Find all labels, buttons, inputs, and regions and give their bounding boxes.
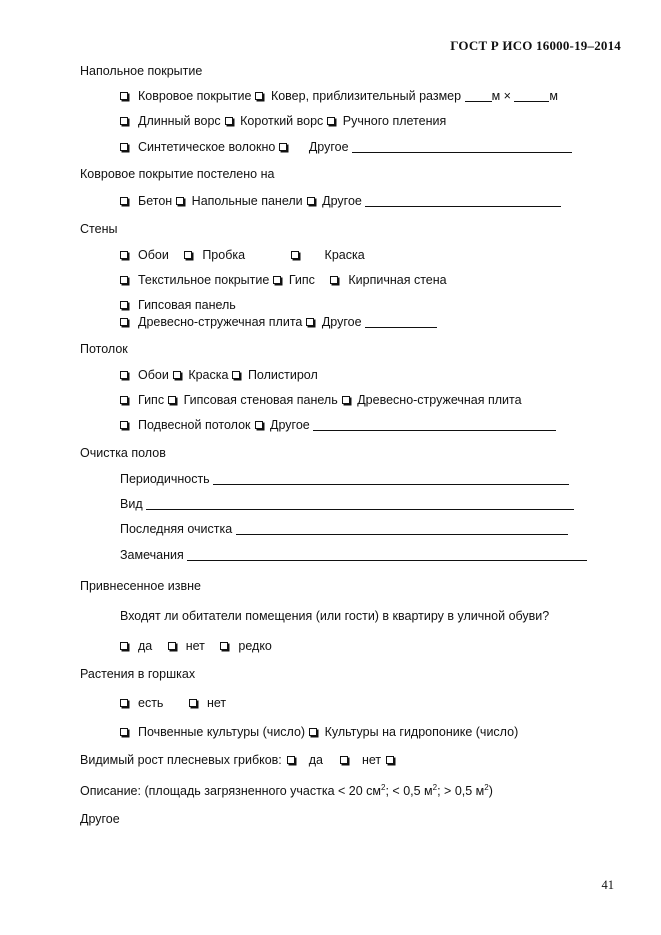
label-ceiling-wallpaper: Обои (138, 368, 169, 382)
section-walls-title: Стены (80, 222, 118, 236)
floor-row-3 (120, 140, 572, 154)
checkbox-ceiling-gypsum[interactable] (120, 396, 128, 404)
section-other-title: Другое (80, 812, 120, 826)
label-plants-yes: есть (138, 696, 164, 710)
label-plants-no: нет (206, 696, 227, 710)
plants-row-1 (120, 696, 226, 710)
checkbox-floor-panels[interactable] (176, 197, 184, 205)
label-last-cleaning: Последняя очистка (120, 522, 233, 536)
description-sup-3: 2 (484, 783, 489, 792)
document-header: ГОСТ Р ИСО 16000-19–2014 (450, 38, 621, 53)
walls-row-1 (120, 248, 365, 262)
checkbox-gypsum-wall-panel[interactable] (168, 396, 176, 404)
checkbox-gypsum-panel[interactable] (120, 301, 128, 309)
label-mold-yes: да (308, 753, 323, 767)
checkbox-soil[interactable] (120, 728, 128, 736)
label-textile: Текстильное покрытие (138, 273, 270, 287)
section-plants-title: Растения в горшках (80, 667, 196, 681)
checkbox-long-pile[interactable] (120, 117, 128, 125)
checkbox-short-pile[interactable] (225, 117, 233, 125)
label-concrete: Бетон (138, 194, 173, 208)
checkbox-polystyrene[interactable] (232, 371, 240, 379)
label-cleaning-type: Вид (120, 497, 143, 511)
label-ceiling-gypsum: Гипс (138, 393, 165, 407)
label-synthetic: Синтетическое волокно (138, 140, 276, 154)
checkbox-walls-other[interactable] (306, 318, 314, 326)
section-floor-title: Напольное покрытие (80, 64, 203, 78)
floor-other-field[interactable] (352, 141, 572, 153)
label-ceiling-other: Другое (270, 418, 310, 432)
label-long-pile: Длинный ворс (138, 114, 221, 128)
checkbox-outside-rarely[interactable] (220, 642, 228, 650)
page-number: 41 (601, 878, 614, 892)
checkbox-plants-yes[interactable] (120, 699, 128, 707)
label-walls-other: Другое (321, 315, 362, 329)
checkbox-ceiling-paint[interactable] (173, 371, 181, 379)
checkbox-suspended[interactable] (120, 421, 128, 429)
ceiling-row-1 (120, 368, 318, 382)
checkbox-mold-no-pre[interactable] (340, 756, 348, 764)
notes-field[interactable] (187, 549, 587, 561)
label-hydro: Культуры на гидропонике (число) (324, 725, 519, 739)
label-soil: Почвенные культуры (число) (138, 725, 306, 739)
floor-row-1 (120, 89, 558, 103)
label-walls-wallpaper: Обои (138, 248, 169, 262)
checkbox-cork[interactable] (184, 251, 192, 259)
description-row (80, 783, 493, 798)
checkbox-ceiling-chipboard[interactable] (342, 396, 350, 404)
checkbox-walls-wallpaper[interactable] (120, 251, 128, 259)
label-mold: Видимый рост плесневых грибков: (80, 753, 282, 767)
label-floor-panels: Напольные панели (191, 194, 303, 208)
plants-row-2 (120, 725, 518, 739)
checkbox-synthetic[interactable] (120, 143, 128, 151)
description-sup-1: 2 (381, 783, 386, 792)
checkbox-outside-yes[interactable] (120, 642, 128, 650)
label-carpet: Ковровое покрытие (138, 89, 252, 103)
section-outside-title: Привнесенное извне (80, 579, 202, 593)
checkbox-mold-yes[interactable] (287, 756, 295, 764)
checkbox-ceiling-wallpaper[interactable] (120, 371, 128, 379)
walls-row-2 (120, 273, 447, 287)
checkbox-rug[interactable] (255, 92, 263, 100)
ceiling-row-2 (120, 393, 522, 407)
checkbox-floor-other[interactable] (279, 143, 287, 151)
label-rug: Ковер, приблизительный размер (270, 89, 462, 103)
checkbox-walls-paint[interactable] (291, 251, 299, 259)
label-notes: Замечания (120, 548, 184, 562)
cleaning-type-field[interactable] (146, 498, 574, 510)
label-short-pile: Короткий ворс (240, 114, 324, 128)
checkbox-walls-chipboard[interactable] (120, 318, 128, 326)
checkbox-concrete[interactable] (120, 197, 128, 205)
label-base-other: Другое (322, 194, 362, 208)
description-mid-1: ; < 0,5 м (385, 784, 433, 799)
checkbox-handmade[interactable] (327, 117, 335, 125)
rug-width-field[interactable] (514, 90, 549, 102)
section-cleaning-title: Очистка полов (80, 446, 166, 460)
section-carpet-base-title: Ковровое покрытие постелено на (80, 167, 275, 181)
checkbox-ceiling-other[interactable] (255, 421, 263, 429)
label-frequency: Периодичность (120, 472, 210, 486)
section-ceiling-title: Потолок (80, 342, 128, 356)
checkbox-carpet[interactable] (120, 92, 128, 100)
rug-unit: м (549, 89, 559, 103)
description-prefix: Описание: (площадь загрязненного участка < 20 см (80, 784, 382, 799)
cleaning-frequency-row (120, 472, 569, 486)
label-walls-paint: Краска (324, 248, 365, 262)
walls-row-3 (120, 298, 236, 312)
walls-other-field[interactable] (365, 316, 437, 328)
checkbox-textile[interactable] (120, 276, 128, 284)
outside-question: Входят ли обитатели помещения (или гости) в квартиру в уличной обуви? (120, 609, 550, 623)
checkbox-base-other[interactable] (307, 197, 315, 205)
checkbox-outside-no[interactable] (168, 642, 176, 650)
label-outside-no: нет (185, 639, 205, 653)
label-walls-chipboard: Древесно-стружечная плита (138, 315, 303, 329)
description-sup-2: 2 (432, 783, 438, 792)
label-ceiling-chipboard: Древесно-стружечная плита (357, 393, 522, 407)
last-cleaning-field[interactable] (236, 523, 568, 535)
rug-length-field[interactable] (465, 90, 492, 102)
checkbox-mold-no[interactable] (386, 756, 394, 764)
label-cork: Пробка (202, 248, 246, 262)
cleaning-notes-row (120, 548, 587, 562)
carpet-base-row (120, 194, 561, 208)
label-outside-yes: да (138, 639, 153, 653)
description-mid-2: ; > 0,5 м (437, 784, 485, 799)
walls-row-4 (120, 315, 437, 329)
checkbox-plants-no[interactable] (189, 699, 197, 707)
label-outside-rarely: редко (238, 639, 272, 653)
ceiling-other-field[interactable] (313, 419, 556, 431)
base-other-field[interactable] (365, 195, 561, 207)
checkbox-brick[interactable] (330, 276, 338, 284)
frequency-field[interactable] (213, 473, 569, 485)
label-gypsum-wall-panel: Гипсовая стеновая панель (183, 393, 338, 407)
cleaning-type-row (120, 497, 574, 511)
floor-row-2 (120, 114, 446, 128)
label-gypsum-panel: Гипсовая панель (138, 298, 236, 312)
ceiling-row-3 (120, 418, 556, 432)
outside-answers-row (120, 639, 272, 653)
label-mold-no: нет (361, 753, 382, 767)
label-ceiling-paint: Краска (188, 368, 229, 382)
label-suspended: Подвесной потолок (138, 418, 251, 432)
label-brick: Кирпичная стена (348, 273, 447, 287)
mold-row (80, 753, 404, 767)
checkbox-walls-gypsum[interactable] (273, 276, 281, 284)
label-walls-gypsum: Гипс (288, 273, 315, 287)
label-handmade: Ручного плетения (342, 114, 447, 128)
label-polystyrene: Полистирол (247, 368, 318, 382)
cleaning-last-row (120, 522, 568, 536)
label-floor-other: Другое (308, 140, 349, 154)
checkbox-hydro[interactable] (309, 728, 317, 736)
description-suffix: ) (488, 784, 493, 799)
rug-separator: м × (491, 89, 511, 103)
